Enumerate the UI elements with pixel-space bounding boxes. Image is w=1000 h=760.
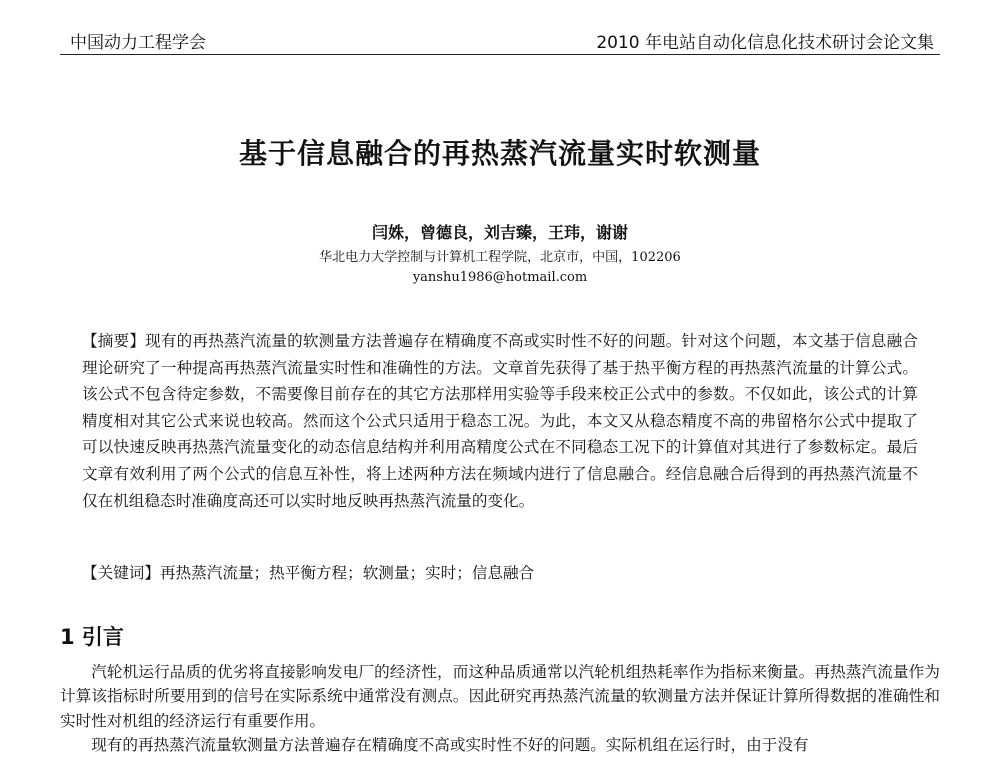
paper-title: 基于信息融合的再热蒸汽流量实时软测量 (238, 137, 761, 170)
email: yanshu1986@hotmail.com (412, 270, 588, 285)
abstract: 【摘要】现有的再热蒸汽流量的软测量方法普遍存在精确度不高或实时性不好的问题。针对这个问题，本文基于信息融合理论研究了一种提高再热蒸汽流量实时性和准确性的方法。文章首先获得了基于热平衡方程的再热蒸汽流量的计算公式。该公式不包含待定参数，不需要像目前存在的其它方法那样用实验等手段来校正公式中的参数。不仅如此，该公式的计算精度相对其它公式来说也较高。然而这个公式只适用于稳态工况。为此，本文又从稳态精度不高的弗留格尔公式中提取了可以快速反映再热蒸汽流量变化的动态信息结构并利用高精度公式在不同稳态工况下的计算值对其进行了参数标定。最后文章有效利用了两个公式的信息互补性，将上述两种方法在频域内进行了信息融合。经信息融合后得到的再热蒸汽流量不仅在机组稳态时准确度高还可以实时地反映再热蒸汽流量的变化。 (82, 332, 918, 510)
affiliation: 华北电力大学控制与计算机工程学院，北京市，中国，102206 (319, 250, 681, 265)
header-society: 中国动力工程学会 (70, 33, 206, 53)
running-header (60, 18, 940, 55)
section-heading: 1 引言 (60, 625, 124, 649)
paragraph: 现有的再热蒸汽流量软测量方法普遍存在精确度不高或实时性不好的问题。实际机组在运行时，由于没有 (91, 735, 809, 754)
body-text (60, 660, 940, 757)
authors: 闫姝，曾德良，刘吉臻，王玮，谢谢 (371, 223, 628, 242)
keywords: 【关键词】再热蒸汽流量；热平衡方程；软测量；实时；信息融合 (82, 564, 535, 582)
paragraph: 汽轮机运行品质的优劣将直接影响发电厂的经济性，而这种品质通常以汽轮机组热耗率作为指标来衡量。再热蒸汽流量作为计算该指标时所要用到的信号在实际系统中通常没有测点。因此研究再热蒸汽流量的软测量方法并保证计算所得数据的准确性和实时性对机组的经济运行有重要作用。 (60, 663, 940, 730)
header-proceedings: 2010 年电站自动化信息化技术研讨会论文集 (596, 33, 934, 53)
